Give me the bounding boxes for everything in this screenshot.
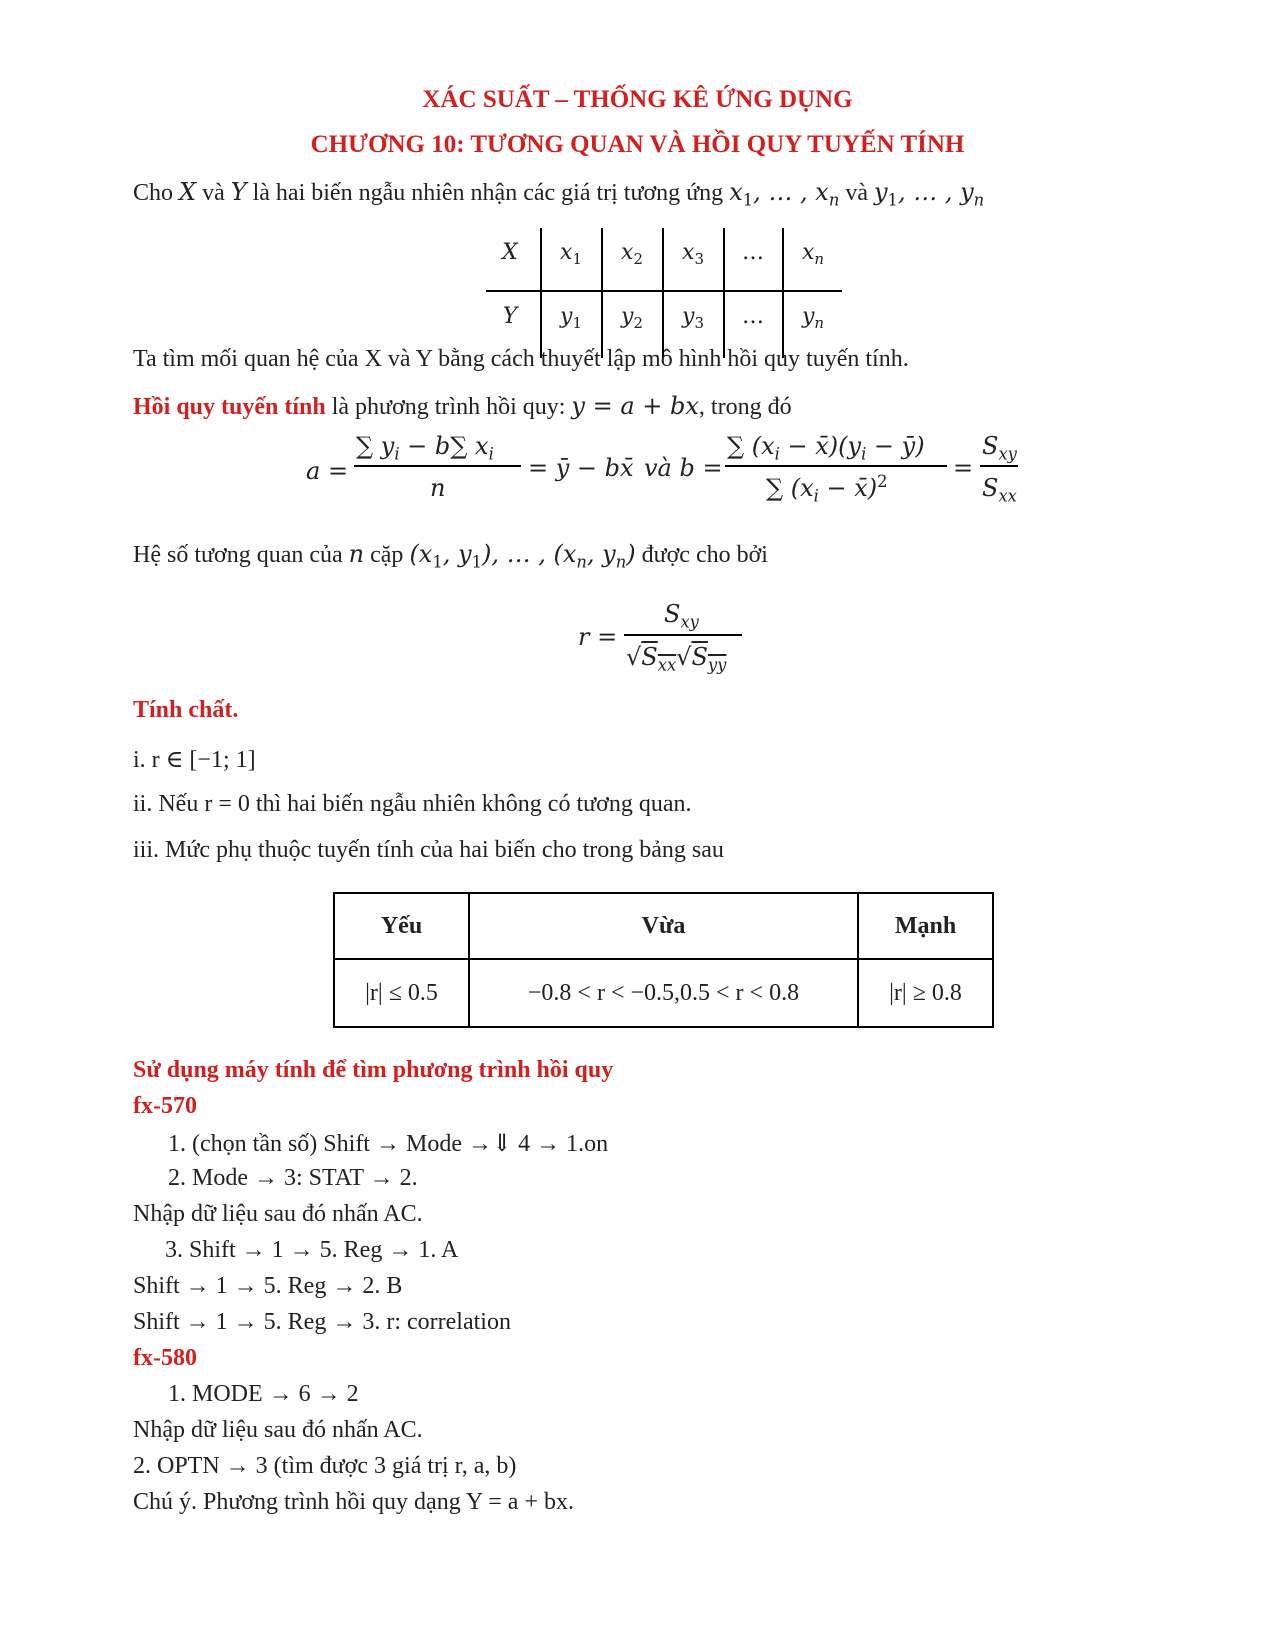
formula-b-bar — [725, 465, 947, 467]
xy-cell-y3: $y_3$ — [682, 304, 704, 333]
property-1: i. r ∈ [−1; 1] — [133, 747, 256, 773]
intro-text-2: và — [202, 180, 225, 206]
xy-col-line — [540, 228, 542, 358]
correlation-text-3: được cho bởi — [641, 542, 768, 568]
value-medium: −0.8 < r < −0.5,0.5 < r < 0.8 — [469, 959, 858, 1027]
regression-term: Hồi quy tuyến tính — [133, 394, 326, 420]
regression-suffix: , trong đó — [698, 394, 792, 420]
formula-r-label: r = — [578, 623, 618, 651]
formula-a-denominator: n — [430, 474, 446, 502]
fx570-step-2: 2. Mode → 3: STAT → 2. — [168, 1165, 418, 1191]
formula-b-numerator: ∑ ($x_i$ − $x̄)(y_i$ − ȳ) — [727, 432, 925, 464]
fx580-note: Nhập dữ liệu sau đó nhấn AC. — [133, 1417, 423, 1443]
math-n: n — [348, 540, 365, 568]
fx570-label: fx-570 — [133, 1093, 197, 1119]
formula-r-bar — [624, 634, 742, 636]
value-weak: |r| ≤ 0.5 — [334, 959, 469, 1027]
math-y: Y — [230, 178, 247, 206]
regression-text: là phương trình hồi quy: — [331, 394, 566, 420]
fx580-remark: Chú ý. Phương trình hồi quy dạng Y = a + bx. — [133, 1489, 574, 1515]
formula-r-denominator: $√S_{xx}√S_{yy}$ — [626, 643, 727, 675]
document-title: XÁC SUẤT – THỐNG KÊ ỨNG DỤNG — [422, 86, 853, 113]
math-y-values: $y_1$, … , $y_n$ — [873, 178, 985, 210]
xy-cell-y1: $y_1$ — [560, 304, 582, 333]
formula-s-bar — [980, 465, 1018, 467]
formula-a-numerator: ∑ $y_i - b\sum$ $x_i$ — [356, 432, 494, 464]
formula-sxy: $S_{xy}$ — [982, 432, 1017, 464]
formula-a-bar — [354, 465, 521, 467]
xy-cell-yn: $y_n$ — [801, 304, 825, 333]
strength-table — [333, 892, 994, 1028]
xy-cell-y2: $y_2$ — [621, 304, 643, 333]
fx580-label: fx-580 — [133, 1345, 197, 1371]
strength-table-values — [334, 959, 993, 1027]
correlation-text-2: cặp — [370, 542, 404, 568]
fx580-step-2: 2. OPTN → 3 (tìm được 3 giá trị r, a, b) — [133, 1453, 517, 1479]
formula-a-mean: = ȳ − bx̄ — [528, 454, 634, 482]
correlation-text-1: Hệ số tương quan của — [133, 542, 343, 568]
math-pairs: ($x_1$, $y_1$), … , ($x_n$, $y_n$) — [409, 540, 636, 572]
chapter-title: CHƯƠNG 10: TƯƠNG QUAN VÀ HỒI QUY TUYẾN TÍNH — [310, 131, 965, 158]
properties-heading: Tính chất. — [133, 697, 239, 723]
xy-cell-dots: … — [742, 240, 764, 265]
header-strong: Mạnh — [858, 893, 993, 959]
header-medium: Vừa — [469, 893, 858, 959]
xy-col-line — [782, 228, 784, 358]
xy-cell-xn: $x_n$ — [801, 240, 825, 269]
fx570-step-r: Shift → 1 → 5. Reg → 3. r: correlation — [133, 1309, 511, 1335]
xy-cell-x1: $x_1$ — [560, 240, 582, 269]
intro-line — [133, 178, 985, 210]
fx570-note: Nhập dữ liệu sau đó nhấn AC. — [133, 1201, 423, 1227]
correlation-sentence — [133, 540, 768, 572]
formula-b-denominator: ∑ ($x_i$ − x̄)$^2$ — [766, 472, 888, 506]
fx570-step-3: 3. Shift → 1 → 5. Reg → 1. A — [165, 1237, 459, 1263]
math-x: X — [179, 178, 197, 206]
math-x-values: $x_1$, … , $x_n$ — [729, 178, 840, 210]
formula-equals: = — [953, 454, 974, 482]
intro-text-1: Cho — [133, 180, 174, 206]
xy-cell-Y: Y — [502, 304, 518, 329]
xy-cell-dots-2: … — [742, 304, 764, 329]
fx570-step-1: 1. (chọn tần số) Shift → Mode →⇓ 4 → 1.on — [168, 1131, 609, 1157]
formula-a-label: a = — [306, 457, 349, 485]
formula-and-b: và b = — [644, 454, 723, 482]
xy-col-line — [601, 228, 603, 358]
fx580-step-1: 1. MODE → 6 → 2 — [168, 1381, 359, 1407]
property-2: ii. Nếu r = 0 thì hai biến ngẫu nhiên không có tương quan. — [133, 791, 692, 817]
xy-cell-X: X — [502, 240, 518, 265]
model-sentence: Ta tìm mối quan hệ của X và Y bằng cách thuyết lập mô hình hồi quy tuyến tính. — [133, 346, 909, 372]
regression-equation: y = a + bx — [571, 392, 699, 420]
xy-cell-x3: $x_3$ — [682, 240, 704, 269]
property-3: iii. Mức phụ thuộc tuyến tính của hai biến cho trong bảng sau — [133, 837, 724, 863]
fx570-step-b: Shift → 1 → 5. Reg → 2. B — [133, 1273, 403, 1299]
formula-r-numerator: $S_{xy}$ — [664, 600, 699, 632]
header-weak: Yếu — [334, 893, 469, 959]
intro-text-3: là hai biến ngẫu nhiên nhận các giá trị tương ứng — [252, 180, 724, 206]
xy-cell-x2: $x_2$ — [621, 240, 643, 269]
formula-sxx: $S_{xx}$ — [982, 474, 1017, 506]
value-strong: |r| ≥ 0.8 — [858, 959, 993, 1027]
intro-text-4: và — [845, 180, 868, 206]
calculator-heading: Sử dụng máy tính để tìm phương trình hồi quy — [133, 1057, 614, 1083]
regression-definition — [133, 392, 792, 421]
strength-table-header — [334, 893, 993, 959]
xy-col-line — [662, 228, 664, 358]
